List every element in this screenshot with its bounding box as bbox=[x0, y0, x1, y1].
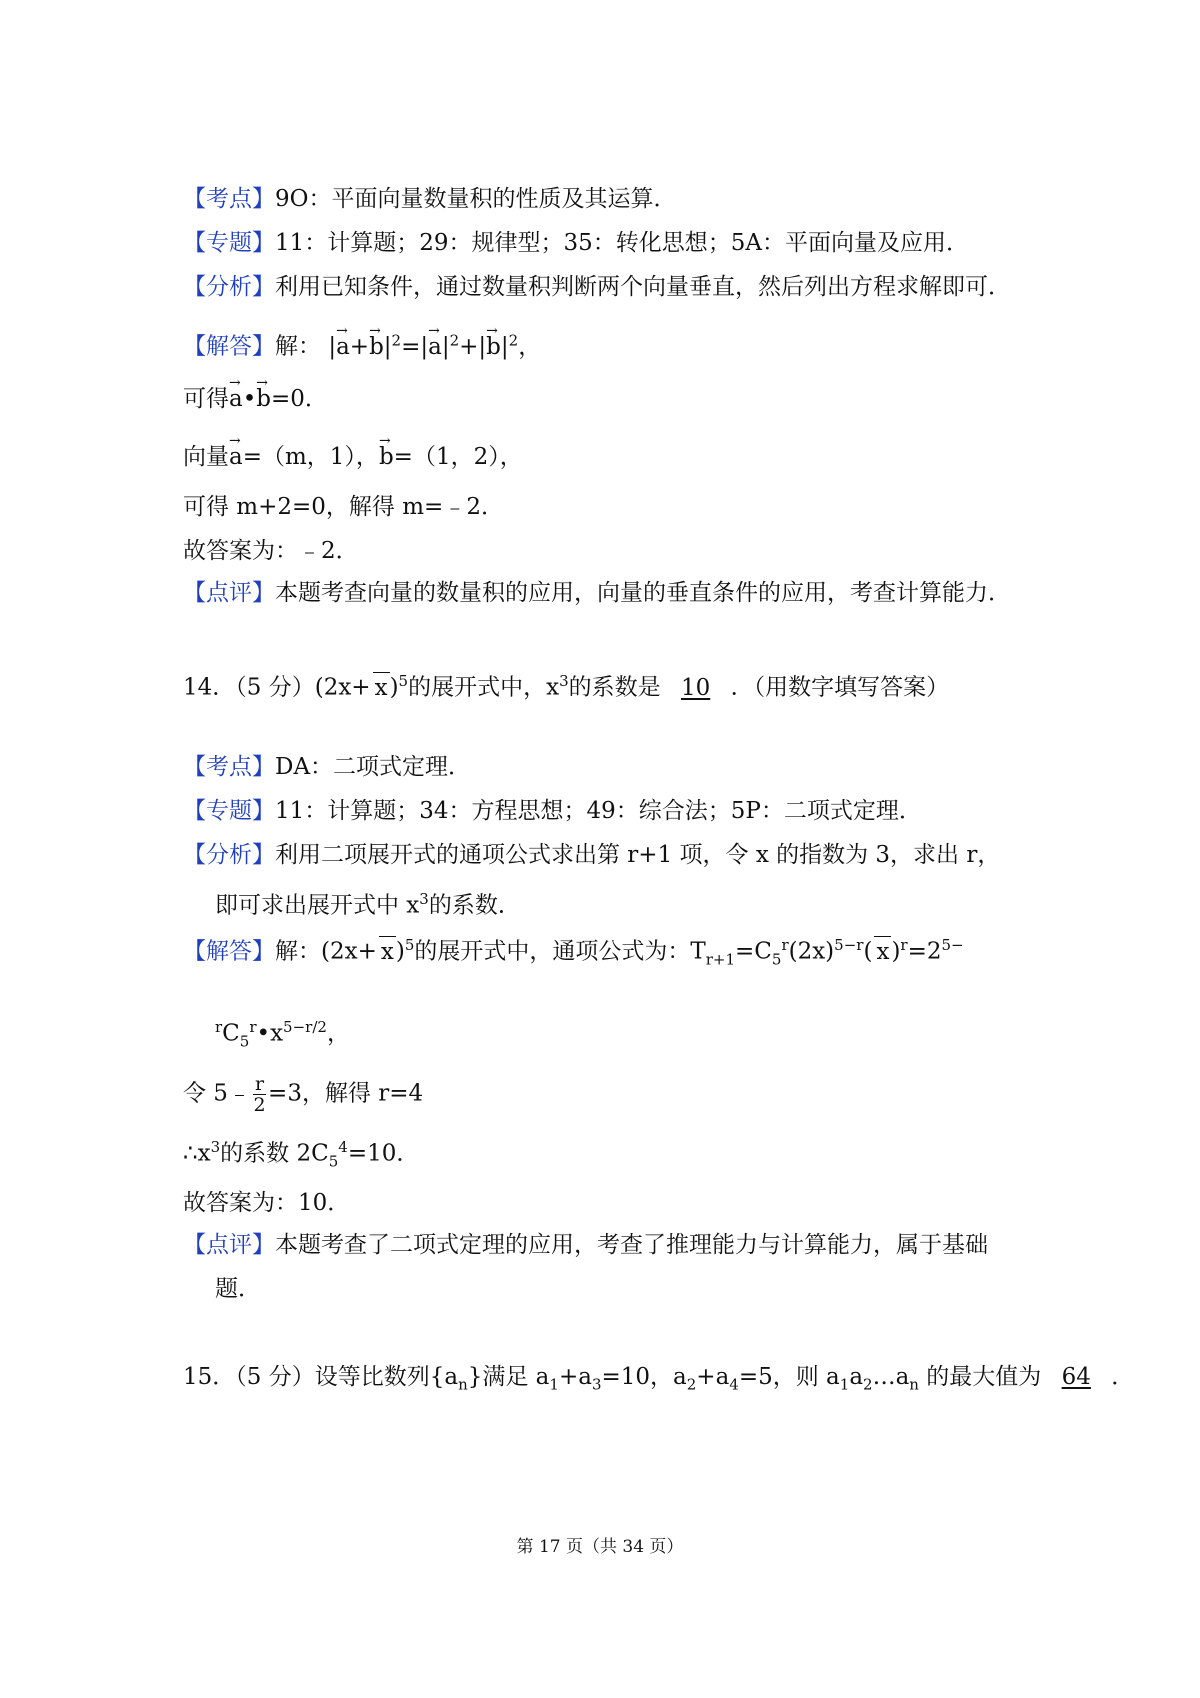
zhuanti-line-14: 【专题】11：计算题；34：方程思想；49：综合法；5P：二项式定理． bbox=[183, 798, 922, 824]
answer-line-14: 故答案为：10． bbox=[183, 1190, 351, 1216]
exponent-equation: 令 5﹣ $\frac{r}{2}$ =3，解得 r=4 bbox=[183, 1073, 424, 1116]
jieda-line bbox=[183, 325, 541, 362]
zhuanti-tag: 【专题】 bbox=[183, 230, 275, 256]
fenxi-line-14-cont: 即可求出展开式中 $x^3$的系数． bbox=[215, 890, 521, 919]
jieda-prefix: 解： bbox=[275, 333, 321, 360]
jieda-tag: 【解答】 bbox=[183, 333, 275, 360]
general-term-cont: $^rC_5^r•x^{5-r/2}$， bbox=[215, 1018, 350, 1051]
fenxi-line bbox=[183, 272, 1011, 302]
kaodian-text: 9O：平面向量数量积的性质及其运算． bbox=[275, 186, 677, 212]
fenxi-text: 利用已知条件，通过数量积判断两个向量垂直，然后列出方程求解即可． bbox=[275, 274, 1011, 300]
fraction-r-over-2: $\frac{r}{2}$ bbox=[253, 1073, 266, 1116]
solution-line-2: 可得→ a•→ b=0． bbox=[183, 384, 328, 414]
zhuanti-text: 11：计算题；29：规律型；35：转化思想；5A：平面向量及应用． bbox=[275, 230, 970, 256]
dianping-line bbox=[183, 578, 1011, 608]
zhuanti-line bbox=[183, 228, 969, 258]
solution-line-5: 故答案为：﹣2． bbox=[183, 538, 359, 564]
problem-14-number: 14．（5 分） bbox=[183, 674, 315, 701]
answer-blank-14: 10 bbox=[680, 674, 711, 701]
problem-14: 14．（5 分）$(2x+ x)^5$的展开式中，$x^3$的系数是 10 ．（用数字填写答案） bbox=[183, 672, 950, 701]
dianping-line-14: 【点评】本题考查了二项式定理的应用，考查了推理能力与计算能力，属于基础 bbox=[183, 1232, 988, 1258]
dianping-line-14-cont: 题． bbox=[215, 1276, 261, 1302]
kaodian-line-14: 【考点】DA：二项式定理． bbox=[183, 754, 472, 780]
fenxi-tag: 【分析】 bbox=[183, 274, 275, 300]
fenxi-line-14: 【分析】利用二项展开式的通项公式求出第 r+1 项，令 x 的指数为 3，求出 r， bbox=[183, 842, 1001, 868]
page-footer: 第 17 页（共 34 页） bbox=[516, 1537, 684, 1557]
kaodian-tag: 【考点】 bbox=[183, 186, 275, 212]
vector-equation: |→ $a+\to b|^2=|\to a|^2+|\to b|^2$， bbox=[328, 334, 541, 360]
problem-15: 15．（5 分）设等比数列$\{a_n\}$满足 $a_1+a_3=10$，$a_2+a_4=5$，则 $a_1a_2\dots a_n$ 的最大值为 64 ． bbox=[183, 1364, 1135, 1394]
jieda-line-14: 【解答】解：$(2x+ x)^5$的展开式中，通项公式为：$T_{r+1}=C_5^r(2x)^{5-r}$( $x)^r=2^{5-}$ bbox=[183, 936, 964, 969]
solution-line-4: 可得 m+2=0，解得 m=﹣2． bbox=[183, 494, 504, 520]
dianping-text: 本题考查向量的数量积的应用，向量的垂直条件的应用，考查计算能力． bbox=[275, 580, 1011, 606]
dot-product-zero: → a•→ b=0． bbox=[229, 386, 328, 412]
dianping-tag: 【点评】 bbox=[183, 580, 275, 606]
coefficient-line: $\therefore x^3$的系数 $2C_5^4=10$． bbox=[183, 1138, 420, 1171]
answer-blank-15: 64 bbox=[1061, 1364, 1091, 1390]
kaodian-line bbox=[183, 184, 677, 214]
solution-line-3: 向量→ a=（m，1），→ b=（1，2）， bbox=[183, 442, 523, 472]
